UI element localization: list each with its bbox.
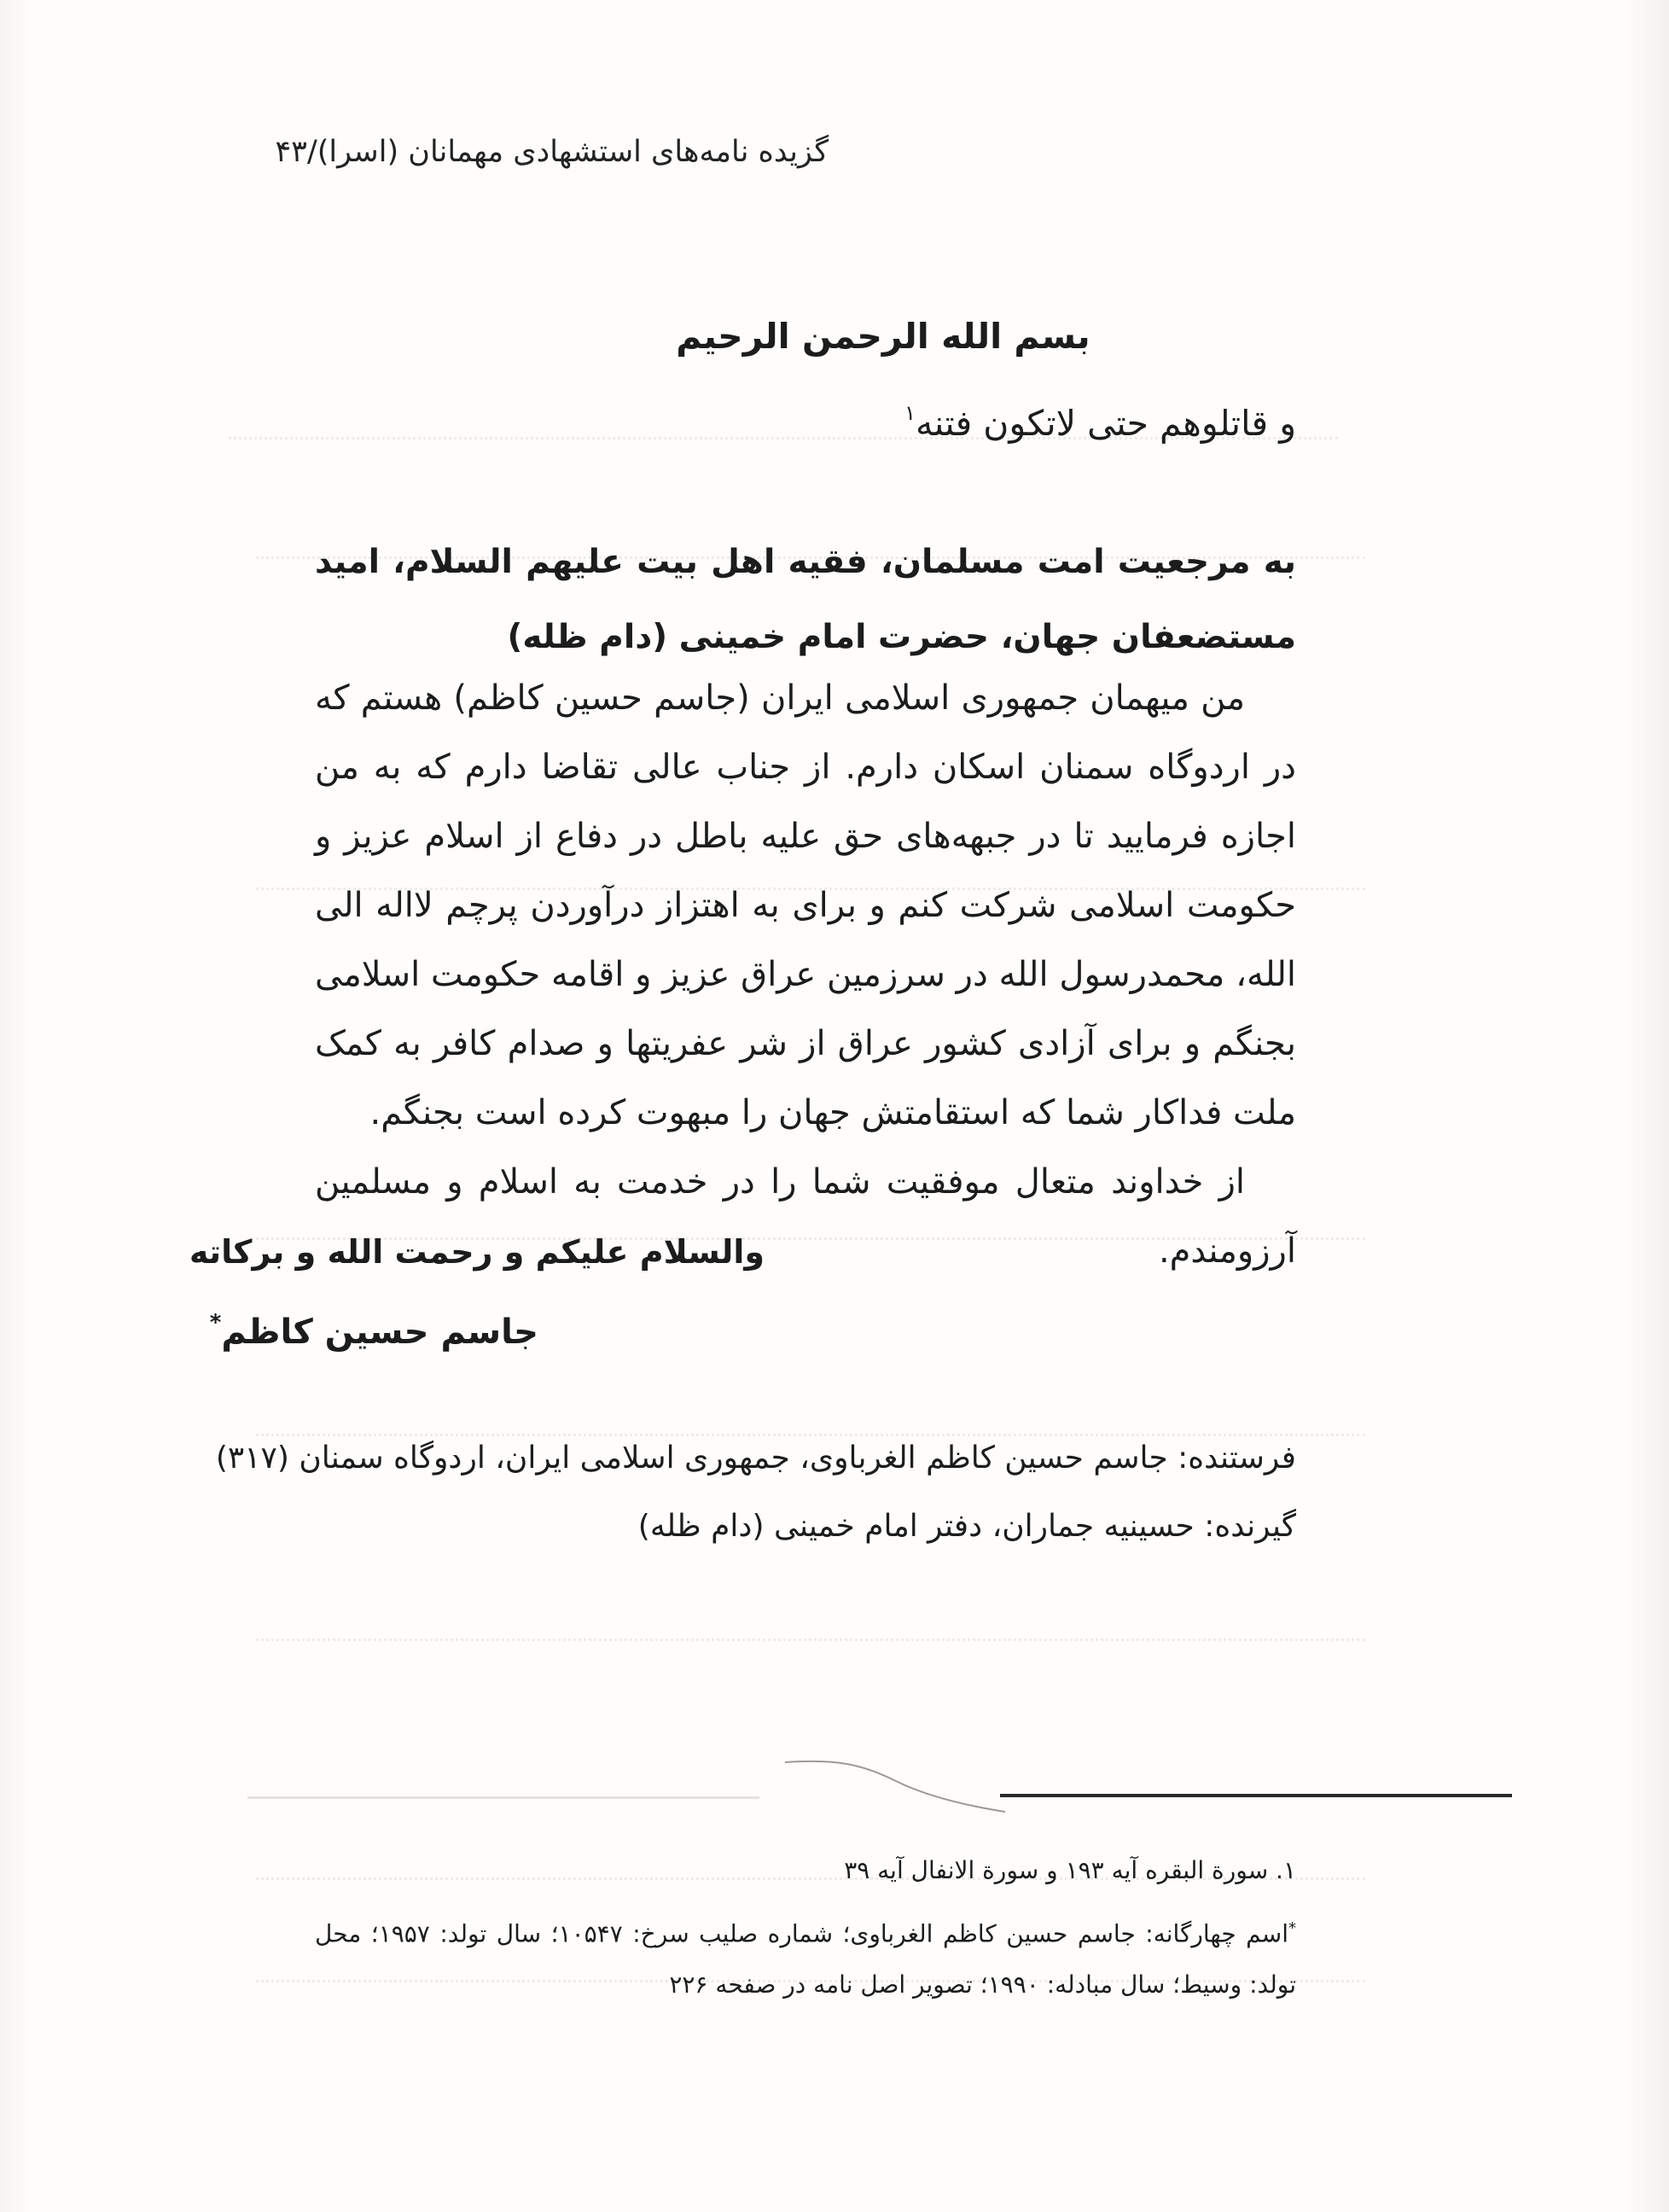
signature-footnote-mark: * xyxy=(209,1310,222,1336)
bleed-through-divider xyxy=(247,1796,759,1799)
verse-text: و قاتلوهم حتی لاتکون فتنه xyxy=(915,403,1296,444)
addressee: به مرجعیت امت مسلمان، فقیه اهل بیت علیهم السلام، امید مستضعفان جهان، حضرت امام خمینی (دام ظله) xyxy=(315,543,1296,656)
body-paragraph: از خداوند متعال موفقیت شما را در خدمت به اسلام و مسلمین آرزومندم. xyxy=(315,1162,1296,1271)
footnotes xyxy=(315,1845,1296,2017)
signature-name: جاسم حسین کاظم xyxy=(221,1313,538,1352)
receiver-line: گیرنده: حسینیه جماران، دفتر امام خمینی (دام ظله) xyxy=(637,1509,1296,1544)
footnote-star-mark: * xyxy=(1288,1919,1297,1937)
footnote-star-text: اسم چهارگانه: جاسم حسین کاظم الغرباوی؛ شماره صلیب سرخ: ۱۰۵۴۷؛ سال تولد: ۱۹۵۷؛ محل تولد: وسیط؛ سال مبادله: ۱۹۹۰؛ تصویر اصل نامه در صفحه ۲۲۶ xyxy=(315,1919,1296,2000)
closing-salutation: والسلام علیکم و رحمت الله و برکاته xyxy=(189,1233,765,1271)
quran-verse xyxy=(904,401,1296,444)
bleed-through-line xyxy=(256,1400,1365,1436)
paper-crease xyxy=(785,1755,1007,1815)
signature xyxy=(210,1310,538,1352)
basmala-heading: بسم الله الرحمن الرحیم xyxy=(676,316,1090,357)
bleed-through-line xyxy=(256,1604,1365,1641)
footnote-divider xyxy=(1000,1794,1512,1797)
footnote-mark: ۱ xyxy=(904,401,916,425)
body-paragraph: من میهمان جمهوری اسلامی ایران (جاسم حسین کاظم) هستم که در اردوگاه سمنان اسکان دارم. از جناب عالی تقاضا دارم که به من اجازه فرمایید تا در جبهه‌های حق علیه باطل در دفاع از اسلام عزیز و حکومت اسلامی شرکت کنم و برای به اهتزاز درآوردن پرچم لااله الی الله، محمدرسول الله در سرزمین عراق عزیز و اقامه حکومت اسلامی بجنگم و برای آزادی کشور عراق از شر عفریتها و صدام کافر به کمک ملت فداکار شما که استقامتش جهان را مبهوت کرده است بجنگم. xyxy=(315,678,1296,1132)
running-header: گزیده نامه‌های استشهادی مهمانان (اسرا)/۴۳ xyxy=(275,135,829,169)
footnote-1: ۱. سورة البقره آیه ۱۹۳ و سورة الانفال آیه ۳۹ xyxy=(844,1856,1296,1884)
footnote-star xyxy=(315,1903,1296,2011)
letter-body xyxy=(315,664,1296,1286)
sender-line: فرستنده: جاسم حسین کاظم الغرباوی، جمهوری اسلامی ایران، اردوگاه سمنان (۳۱۷) xyxy=(215,1441,1296,1476)
